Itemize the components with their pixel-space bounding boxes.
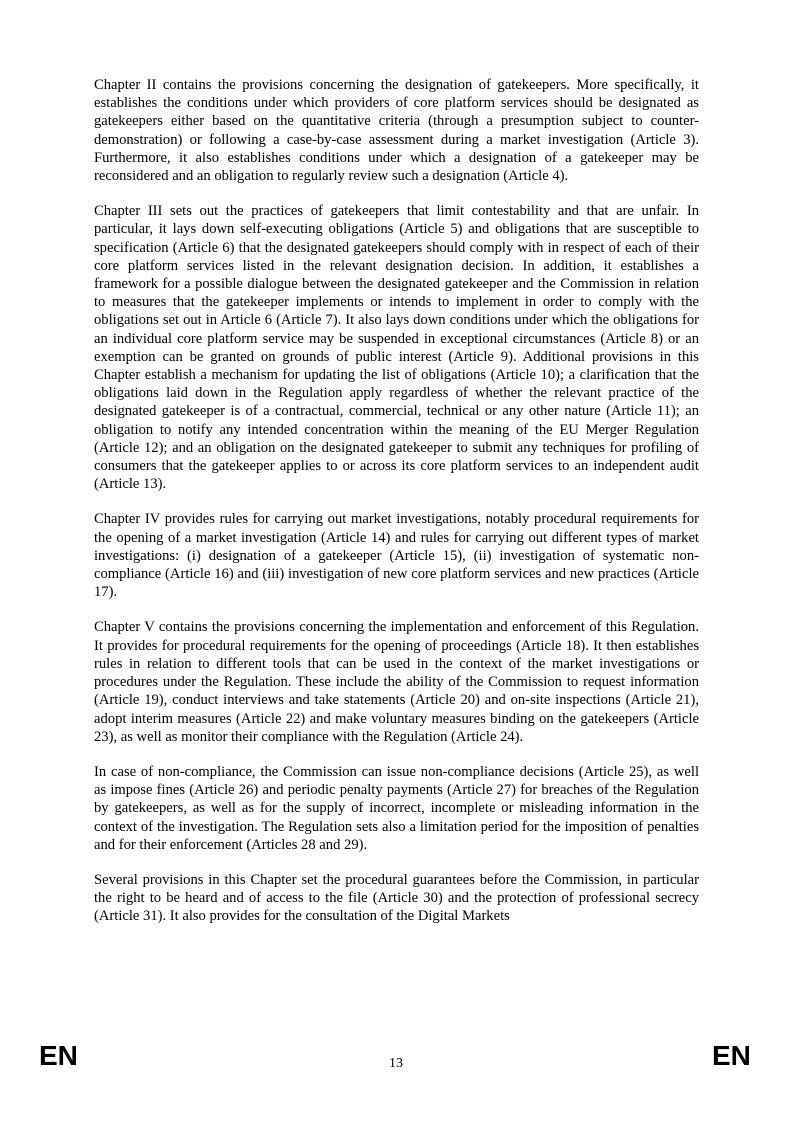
paragraph-chapter-iv: Chapter IV provides rules for carrying out market investigations, notably procedural requirements for the opening of a market investigation (Article 14) and rules for carrying out different types of market investigations: (i) designation of a gatekeeper (Article 15), (ii) investigation of systematic non-compliance (Article 16) and (iii) investigation of new core platform services and new practices (Article 17).: [94, 511, 699, 601]
footer-language-right: EN: [712, 1040, 751, 1071]
paragraph-non-compliance: In case of non-compliance, the Commission can issue non-compliance decisions (Article 25), as well as impose fines (Article 26) and periodic penalty payments (Article 27) for breaches of the Regulation by gatekeepers, as well as for the supply of incorrect, incomplete or misleading information in the context of the investigation. The Regulation sets also a limitation period for the imposition of penalties and for their enforcement (Articles 28 and 29).: [94, 763, 699, 853]
paragraph-chapter-v: Chapter V contains the provisions concerning the implementation and enforcement of this Regulation. It provides for procedural requirements for the opening of proceedings (Article 18). It then establishes rules in relation to different tools that can be used in the context of the market investigations or procedures under the Regulation. These include the ability of the Commission to request information (Article 19), conduct interviews and take statements (Article 20) and on-site inspections (Article 21), adopt interim measures (Article 22) and make voluntary measures binding on the gatekeepers (Article 23), as well as monitor their compliance with the Regulation (Article 24).: [94, 619, 699, 745]
document-body: [94, 76, 699, 943]
paragraph-chapter-iii: Chapter III sets out the practices of gatekeepers that limit contestability and that are unfair. In particular, it lays down self-executing obligations (Article 5) and obligations that are susceptible to specification (Article 6) that the designated gatekeepers should comply with in respect of each of their core platform services listed in the relevant designation decision. In addition, it establishes a framework for a possible dialogue between the designated gatekeeper and the Commission in relation to measures that the gatekeeper implements or intends to implement in order to comply with the obligations set out in Article 6 (Article 7). It also lays down conditions under which the obligations for an individual core platform service may be suspended in exceptional circumstances (Article 8) or an exemption can be granted on grounds of public interest (Article 9). Additional provisions in this Chapter establish a mechanism for updating the list of obligations (Article 10); a clarification that the obligations laid down in the Regulation apply regardless of whether the relevant practice of the designated gatekeeper is of a contractual, commercial, technical or any other nature (Article 11); an obligation to notify any intended concentration within the meaning of the EU Merger Regulation (Article 12); and an obligation on the designated gatekeeper to submit any techniques for profiling of consumers that the gatekeeper applies to or across its core platform services to an independent audit (Article 13).: [94, 203, 699, 493]
paragraph-chapter-ii: Chapter II contains the provisions concerning the designation of gatekeepers. More specifically, it establishes the conditions under which providers of core platform services should be designated as gatekeepers either based on the quantitative criteria (through a presumption subject to counter-demonstration) or following a case-by-case assessment during a market investigation (Article 3). Furthermore, it also establishes conditions under which a designation of a gatekeeper may be reconsidered and an obligation to regularly review such a designation (Article 4).: [94, 77, 699, 185]
footer-language-left: EN: [39, 1040, 78, 1071]
paragraph-procedural-guarantees: Several provisions in this Chapter set the procedural guarantees before the Commission, in particular the right to be heard and of access to the file (Article 30) and the protection of professional secrecy (Article 31). It also provides for the consultation of the Digital Markets: [94, 871, 699, 925]
page-number: 13: [389, 1056, 403, 1071]
